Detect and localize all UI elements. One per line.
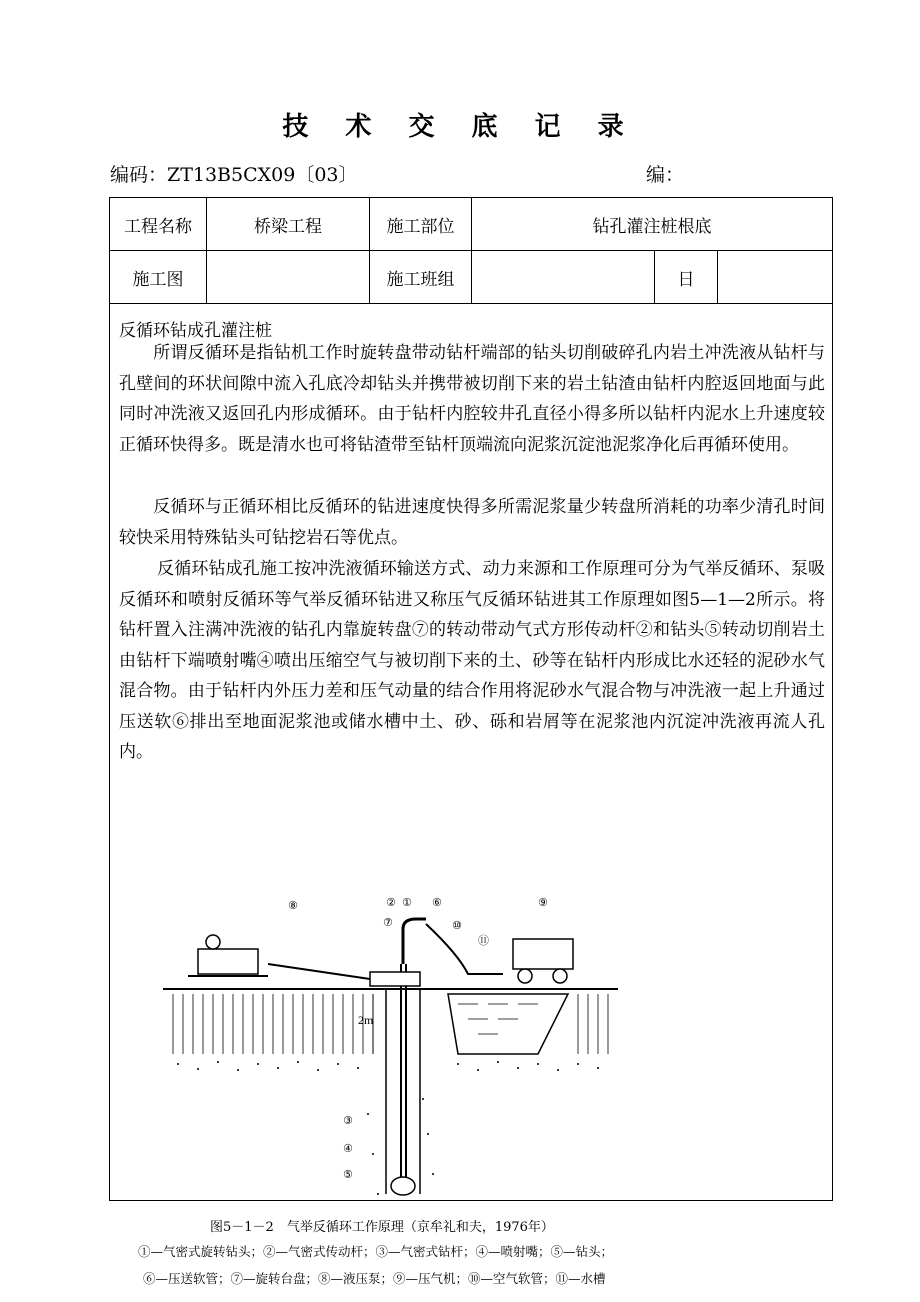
location-label: 施工部位 <box>370 198 472 251</box>
callout-6: ⑥ <box>432 896 442 909</box>
paragraph-2: 反循环与正循环相比反循环的钻进速度快得多所需泥浆量少转盘所消耗的功率少清孔时间较快采用特殊钻头可钻挖岩石等优点。 <box>119 497 825 548</box>
team-label: 施工班组 <box>370 251 472 304</box>
project-name-label: 工程名称 <box>110 198 207 251</box>
callout-2: ② <box>386 896 396 909</box>
drilling-diagram <box>158 894 628 1204</box>
callout-10: ⑩ <box>452 919 462 932</box>
drawing-value <box>207 251 370 304</box>
team-value <box>472 251 655 304</box>
callout-5: ⑤ <box>343 1168 353 1181</box>
depth-label: 2m <box>358 1013 374 1027</box>
callout-8: ⑧ <box>288 899 298 912</box>
callout-11: ⑪ <box>478 934 489 947</box>
document-code: 编码：ZT13B5CX09〔03〕 <box>110 164 358 186</box>
figure-legend-line-2: ⑥—压送软管；⑦—旋转台盘；⑧—液压泵；⑨—压气机；⑩—空气软管；⑪—水槽 <box>143 1271 606 1286</box>
paragraph-1: 所谓反循环是指钻机工作时旋转盘带动钻杆端部的钻头切削破碎孔内岩土冲洗液从钻杆与孔壁间的环状间隙中流入孔底冷却钻头并携带被切削下来的岩土钻渣由钻杆内腔返回地面与此同时冲洗液又返回孔内形成循环。由于钻杆内腔较井孔直径小得多所以钻杆内泥水上升速度较正循环快得多。既是清水也可将钻渣带至钻杆顶端流向泥浆沉淀池泥浆净化后再循环使用。 <box>119 343 825 455</box>
date-label: 日 <box>655 251 718 304</box>
content-cell <box>110 304 833 1286</box>
record-table <box>109 197 833 1286</box>
callout-7: ⑦ <box>383 916 393 929</box>
figure-caption: 图5－1－2 气举反循环工作原理（京牟礼和夫，1976年） <box>210 1220 554 1235</box>
drawing-label: 施工图 <box>110 251 207 304</box>
document-title: 技 术 交 底 记 录 <box>282 112 638 142</box>
callout-4: ④ <box>343 1142 353 1155</box>
location-value: 钻孔灌注桩根底 <box>472 198 833 251</box>
project-name-value: 桥梁工程 <box>207 198 370 251</box>
callout-1: ① <box>402 896 412 909</box>
section-heading: 反循环钻成孔灌注桩 <box>119 321 272 341</box>
header-line <box>110 160 830 187</box>
editor-label: 编： <box>646 164 685 186</box>
callout-3: ③ <box>343 1114 353 1127</box>
paragraph-3: 反循环钻成孔施工按冲洗液循环输送方式、动力来源和工作原理可分为气举反循环、泵吸反循环和喷射反循环等气举反循环钻进又称压气反循环钻进其工作原理如图5—1—2所示。将钻杆置入注满冲洗液的钻孔内靠旋转盘⑦的转动带动气式方形传动杆②和钻头⑤转动切削岩土由钻杆下端喷射嘴④喷出压缩空气与被切削下来的土、砂等在钻杆内形成比水还轻的泥砂水气混合物。由于钻杆内外压力差和压气动量的结合作用将泥砂水气混合物与冲洗液一起上升通过压送软⑥排出至地面泥浆池或储水槽中土、砂、砾和岩屑等在泥浆池内沉淀冲洗液再流人孔内。 <box>119 559 825 762</box>
date-value <box>718 251 833 304</box>
callout-9: ⑨ <box>538 896 548 909</box>
figure-legend-line-1: ①—气密式旋转钻头；②—气密式传动杆；③—气密式钻杆；④—喷射嘴；⑤—钻头； <box>138 1244 614 1259</box>
